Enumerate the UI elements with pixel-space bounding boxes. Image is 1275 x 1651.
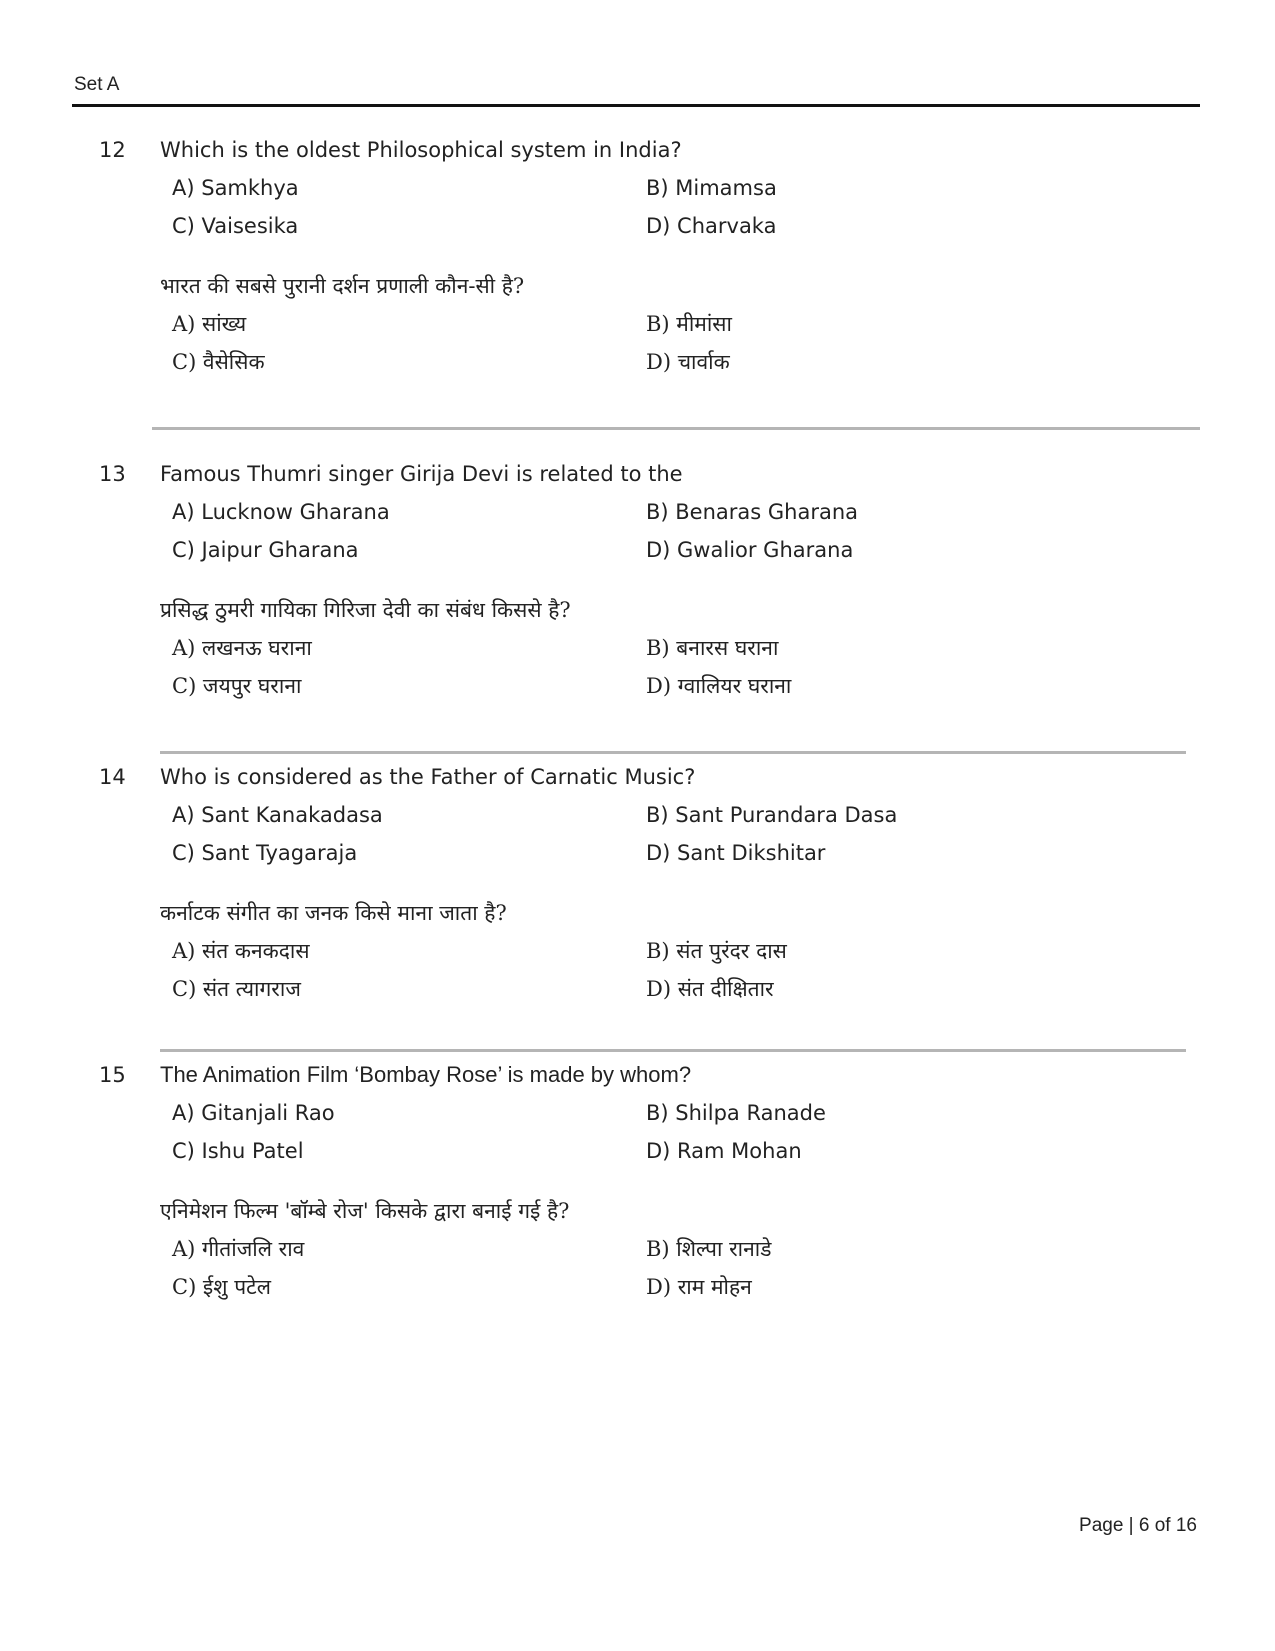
option-c-en: C) Sant Tyagaraja <box>172 841 358 865</box>
option-d-hi: D) चार्वाक <box>646 350 730 374</box>
option-c-hi: C) वैसेसिक <box>172 350 265 374</box>
option-d-en: D) Ram Mohan <box>646 1139 802 1163</box>
section-divider <box>152 427 1200 430</box>
option-d-en: D) Charvaka <box>646 214 777 238</box>
option-b-hi: B) संत पुरंदर दास <box>646 939 787 963</box>
option-c-en: C) Ishu Patel <box>172 1139 304 1163</box>
option-b-en: B) Shilpa Ranade <box>646 1101 826 1125</box>
option-a-hi: A) लखनऊ घराना <box>172 636 312 660</box>
option-a-en: A) Lucknow Gharana <box>172 500 390 524</box>
option-b-hi: B) शिल्पा रानाडे <box>646 1237 772 1261</box>
option-d-en: D) Sant Dikshitar <box>646 841 826 865</box>
option-a-hi: A) गीतांजलि राव <box>172 1237 305 1261</box>
question-text-hi: भारत की सबसे पुरानी दर्शन प्रणाली कौन-सी है? <box>160 274 525 298</box>
question-text-en: Which is the oldest Philosophical system in India? <box>160 138 682 162</box>
question-text-hi: कर्नाटक संगीत का जनक किसे माना जाता है? <box>160 901 507 925</box>
option-a-en: A) Sant Kanakadasa <box>172 803 383 827</box>
option-a-hi: A) संत कनकदास <box>172 939 310 963</box>
option-b-en: B) Sant Purandara Dasa <box>646 803 898 827</box>
question-text-hi: एनिमेशन फिल्म 'बॉम्बे रोज' किसके द्वारा बनाई गई है? <box>160 1199 570 1223</box>
option-d-hi: D) संत दीक्षितार <box>646 977 774 1001</box>
option-a-hi: A) सांख्य <box>172 312 247 336</box>
option-c-en: C) Vaisesika <box>172 214 299 238</box>
question-text-en: Who is considered as the Father of Carnatic Music? <box>160 765 696 789</box>
question-text-hi: प्रसिद्ध ठुमरी गायिका गिरिजा देवी का संबंध किससे है? <box>160 598 571 622</box>
section-divider <box>160 751 1186 754</box>
option-c-en: C) Jaipur Gharana <box>172 538 359 562</box>
option-c-hi: C) संत त्यागराज <box>172 977 301 1001</box>
option-d-en: D) Gwalior Gharana <box>646 538 854 562</box>
set-label: Set A <box>74 74 120 95</box>
option-d-hi: D) ग्वालियर घराना <box>646 674 792 698</box>
option-c-hi: C) जयपुर घराना <box>172 674 302 698</box>
page-number: Page | 6 of 16 <box>1079 1515 1197 1536</box>
question-number: 14 <box>99 765 126 789</box>
option-b-hi: B) मीमांसा <box>646 312 732 336</box>
question-text-en: The Animation Film ‘Bombay Rose’ is made by whom? <box>160 1062 692 1087</box>
header-rule <box>72 104 1200 107</box>
option-a-en: A) Gitanjali Rao <box>172 1101 335 1125</box>
question-number: 12 <box>99 138 126 162</box>
question-text-en: Famous Thumri singer Girija Devi is related to the <box>160 462 683 486</box>
section-divider <box>160 1049 1186 1052</box>
question-number: 15 <box>99 1063 126 1087</box>
option-b-en: B) Mimamsa <box>646 176 777 200</box>
option-b-hi: B) बनारस घराना <box>646 636 779 660</box>
option-c-hi: C) ईशु पटेल <box>172 1275 271 1299</box>
option-b-en: B) Benaras Gharana <box>646 500 859 524</box>
option-d-hi: D) राम मोहन <box>646 1275 752 1299</box>
question-number: 13 <box>99 462 126 486</box>
option-a-en: A) Samkhya <box>172 176 299 200</box>
